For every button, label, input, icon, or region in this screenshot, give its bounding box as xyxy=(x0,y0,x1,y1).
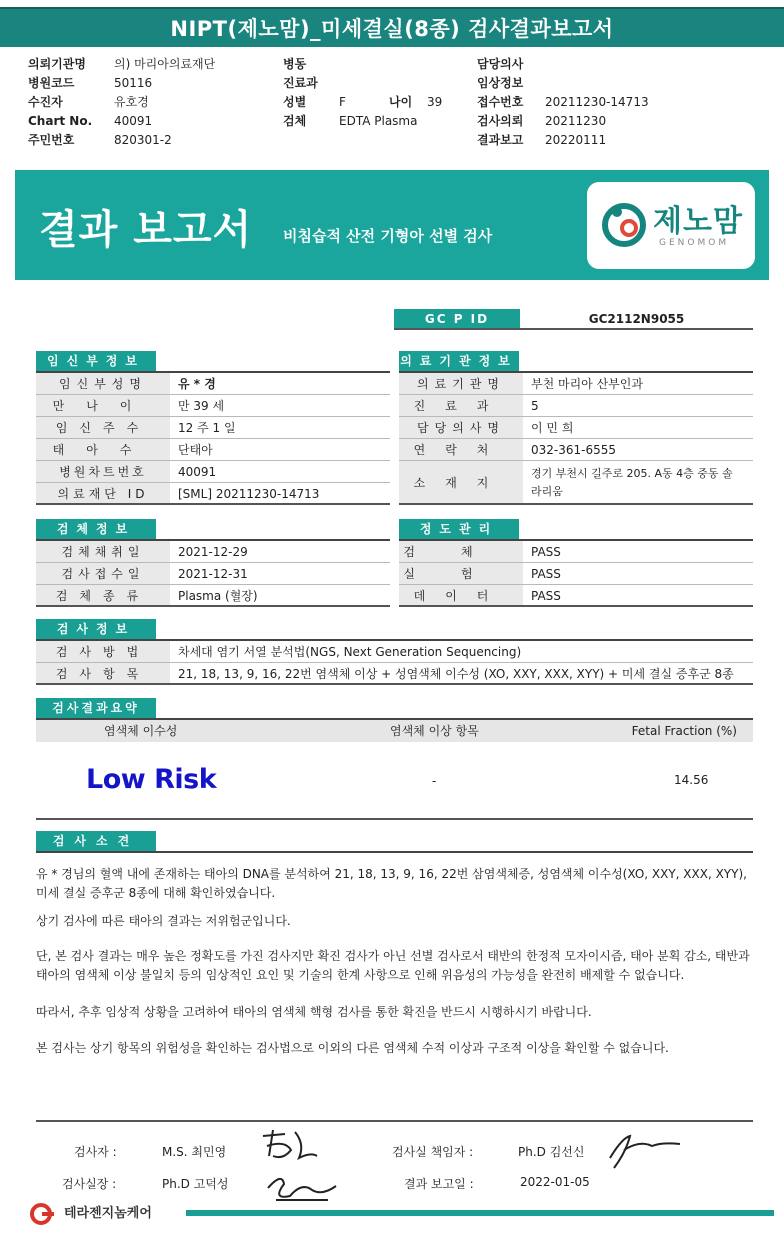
lab-head-signature xyxy=(600,1128,684,1170)
header-label: 진료과 xyxy=(283,76,318,90)
header-label: Chart No. xyxy=(28,114,93,128)
header-label: 병동 xyxy=(283,57,307,71)
row-value: 단태아 xyxy=(178,443,213,457)
row-label: 검사항목 xyxy=(36,663,170,683)
row-label: 임신부성명 xyxy=(36,373,170,394)
summary-col-fetal-fraction: Fetal Fraction (%) xyxy=(631,724,737,738)
row-value: 12 주 1 일 xyxy=(178,421,236,435)
header-col3 xyxy=(477,55,757,150)
banner-title: 결과 보고서 xyxy=(39,207,253,253)
report-banner xyxy=(15,170,769,280)
row-value: 2021-12-31 xyxy=(178,567,248,581)
header-label: 임상정보 xyxy=(477,76,524,90)
section-heading: 검사결과요약 xyxy=(36,698,156,718)
section-heading: 임신부정보 xyxy=(36,351,156,371)
header-label: 의뢰기관명 xyxy=(28,57,86,71)
summary-section xyxy=(36,698,753,720)
lab-head-name: Ph.D 김선신 xyxy=(518,1145,585,1159)
logo-subtext: GENOMOM xyxy=(659,238,730,248)
report-title: NIPT(제노맘)_미세결실(8종) 검사결과보고서 xyxy=(0,7,784,47)
specimen-info-table xyxy=(36,519,390,607)
header-value: EDTA Plasma xyxy=(339,114,418,128)
row-value: 032-361-6555 xyxy=(531,443,617,457)
risk-result: Low Risk xyxy=(86,764,217,795)
row-value: 5 xyxy=(531,399,539,413)
row-value: 유 * 경 xyxy=(178,377,216,391)
gcpid-value: GC2112N9055 xyxy=(588,312,685,326)
abnormal-items-value: - xyxy=(432,774,437,788)
header-col1 xyxy=(28,55,268,150)
row-label: 실험 xyxy=(399,563,523,584)
terragen-logo-icon xyxy=(30,1203,60,1225)
genomom-emblem-icon xyxy=(601,202,647,248)
header-label: 주민번호 xyxy=(28,133,75,147)
director-name: Ph.D 고덕성 xyxy=(162,1177,229,1191)
signature-divider xyxy=(36,1120,753,1122)
row-label: 검사방법 xyxy=(36,641,170,662)
row-label: 검사접수일 xyxy=(36,563,170,584)
fetal-fraction-value: 14.56 xyxy=(674,773,709,787)
header-label: 검체 xyxy=(283,114,307,128)
report-date-label: 결과 보고일 : xyxy=(404,1177,474,1191)
tester-signature xyxy=(255,1126,325,1166)
findings-paragraph: 본 검사는 상기 항목의 위험성을 확인하는 검사법으로 이외의 다른 염색체 수적 이상과 구조적 이상을 확인할 수 없습니다. xyxy=(36,1041,669,1055)
gcpid-label: GC P ID xyxy=(394,309,520,328)
section-heading: 검체정보 xyxy=(36,519,156,539)
header-value: 유호경 xyxy=(114,95,149,109)
row-value: PASS xyxy=(531,567,561,581)
row-label: 검체 xyxy=(399,541,523,562)
header-value: 20211230 xyxy=(545,114,607,128)
findings-paragraph: 단, 본 검사 결과는 매우 높은 정확도를 가진 검사지만 확진 검사가 아닌 선별 검사로서 태반의 한정적 모자이시즘, 태아 분획 감소, 태반과 태아의 염색체 이상 불일치 등의 임상적인 요인 및 기술의 한계 사항으로 인해 위음성의 가능성을 완전히 배제할 수 없습니다. xyxy=(36,949,750,982)
findings-paragraph: 따라서, 추후 임상적 상황을 고려하여 태아의 염색체 핵형 검사를 통한 확진을 반드시 시행하시기 바랍니다. xyxy=(36,1005,592,1019)
summary-divider xyxy=(36,818,753,820)
row-label: 소재지 xyxy=(399,461,523,503)
header-label: 검사의뢰 xyxy=(477,114,524,128)
header-value: 의) 마리아의료재단 xyxy=(114,57,216,71)
row-value: 40091 xyxy=(178,465,217,479)
row-label: 검체채취일 xyxy=(36,541,170,562)
logo-text: 제노맘 xyxy=(653,204,743,239)
row-label: 병원차트번호 xyxy=(36,461,170,482)
tester-label: 검사자 : xyxy=(74,1145,117,1159)
summary-col-abnormal: 염색체 이상 항목 xyxy=(390,724,479,738)
pregnant-info-table xyxy=(36,351,390,505)
row-value: 경기 부천시 길주로 205. A동 4층 중동 솔라리움 xyxy=(531,467,733,498)
tester-name: M.S. 최민영 xyxy=(162,1145,227,1159)
footer-company: 테라젠지놈케어 xyxy=(64,1206,152,1221)
footer-accent-bar xyxy=(186,1210,774,1216)
header-value: 20211230-14713 xyxy=(545,95,649,109)
row-value: PASS xyxy=(531,589,561,603)
row-value: 차세대 염기 서열 분석법(NGS, Next Generation Sequencing) xyxy=(178,645,522,659)
institution-info-table xyxy=(399,351,753,505)
director-label: 검사실장 : xyxy=(62,1177,117,1191)
findings-section xyxy=(36,831,753,853)
row-value: Plasma (혈장) xyxy=(178,589,258,603)
header-label: 담당의사 xyxy=(477,57,524,71)
header-label: 병원코드 xyxy=(28,76,75,90)
row-label: 임신주수 xyxy=(36,417,170,438)
report-date-value: 2022-01-05 xyxy=(520,1175,590,1189)
row-label: 데이터 xyxy=(399,585,523,605)
row-label: 연락처 xyxy=(399,439,523,460)
row-label: 담당의사명 xyxy=(399,417,523,438)
row-value: 이 민 희 xyxy=(531,421,574,435)
row-label: 만나이 xyxy=(36,395,170,416)
age-value: 39 xyxy=(427,95,443,109)
section-heading: 검사소견 xyxy=(36,831,156,851)
gcpid-row xyxy=(394,309,753,330)
section-heading: 검사정보 xyxy=(36,619,156,639)
row-value: 부천 마리아 산부인과 xyxy=(531,377,643,391)
row-label: 태아수 xyxy=(36,439,170,460)
summary-col-aneuploidy: 염색체 이수성 xyxy=(104,724,178,738)
banner-subtitle: 비침습적 산전 기형아 선별 검사 xyxy=(283,227,493,245)
director-signature xyxy=(262,1166,338,1206)
header-label: 결과보고 xyxy=(477,133,524,147)
row-value: 2021-12-29 xyxy=(178,545,248,559)
header-label: 접수번호 xyxy=(477,95,524,109)
findings-paragraph: 유 * 경님의 혈액 내에 존재하는 태아의 DNA를 분석하여 21, 18, 13, 9, 16, 22번 삼염색체증, 성염색체 이수성(XO, XXY, XXX, XYY), 미세 결실 증후군 8종에 대해 확인하였습니다. xyxy=(36,867,747,900)
header-value: 820301-2 xyxy=(114,133,172,147)
findings-paragraph: 상기 검사에 따른 태아의 결과는 저위험군입니다. xyxy=(36,914,291,928)
header-label: 수진자 xyxy=(28,95,63,109)
header-label: 성별 xyxy=(283,95,307,109)
section-heading: 의료기관정보 xyxy=(399,351,519,371)
row-label: 의료기관명 xyxy=(399,373,523,394)
row-label: 진료과 xyxy=(399,395,523,416)
row-value: 만 39 세 xyxy=(178,399,225,413)
quality-control-table xyxy=(399,519,753,607)
summary-header-row xyxy=(36,720,753,742)
header-value: 40091 xyxy=(114,114,153,128)
lab-head-label: 검사실 책임자 : xyxy=(392,1145,474,1159)
header-col2 xyxy=(283,55,473,131)
test-info-table xyxy=(36,619,753,685)
row-label: 검체종류 xyxy=(36,585,170,605)
header-value: 50116 xyxy=(114,76,153,90)
section-heading: 정도관리 xyxy=(399,519,519,539)
row-value: [SML] 20211230-14713 xyxy=(178,487,320,501)
genomom-logo xyxy=(587,182,755,269)
row-label: 의료재단 ID xyxy=(36,483,170,503)
header-value: F xyxy=(339,95,346,109)
row-value: PASS xyxy=(531,545,561,559)
age-label: 나이 xyxy=(389,95,413,109)
header-value: 20220111 xyxy=(545,133,607,147)
row-value: 21, 18, 13, 9, 16, 22번 염색체 이상 + 성염색체 이수성 (XO, XXY, XXX, XYY) + 미세 결실 증후군 8종 xyxy=(178,667,734,681)
